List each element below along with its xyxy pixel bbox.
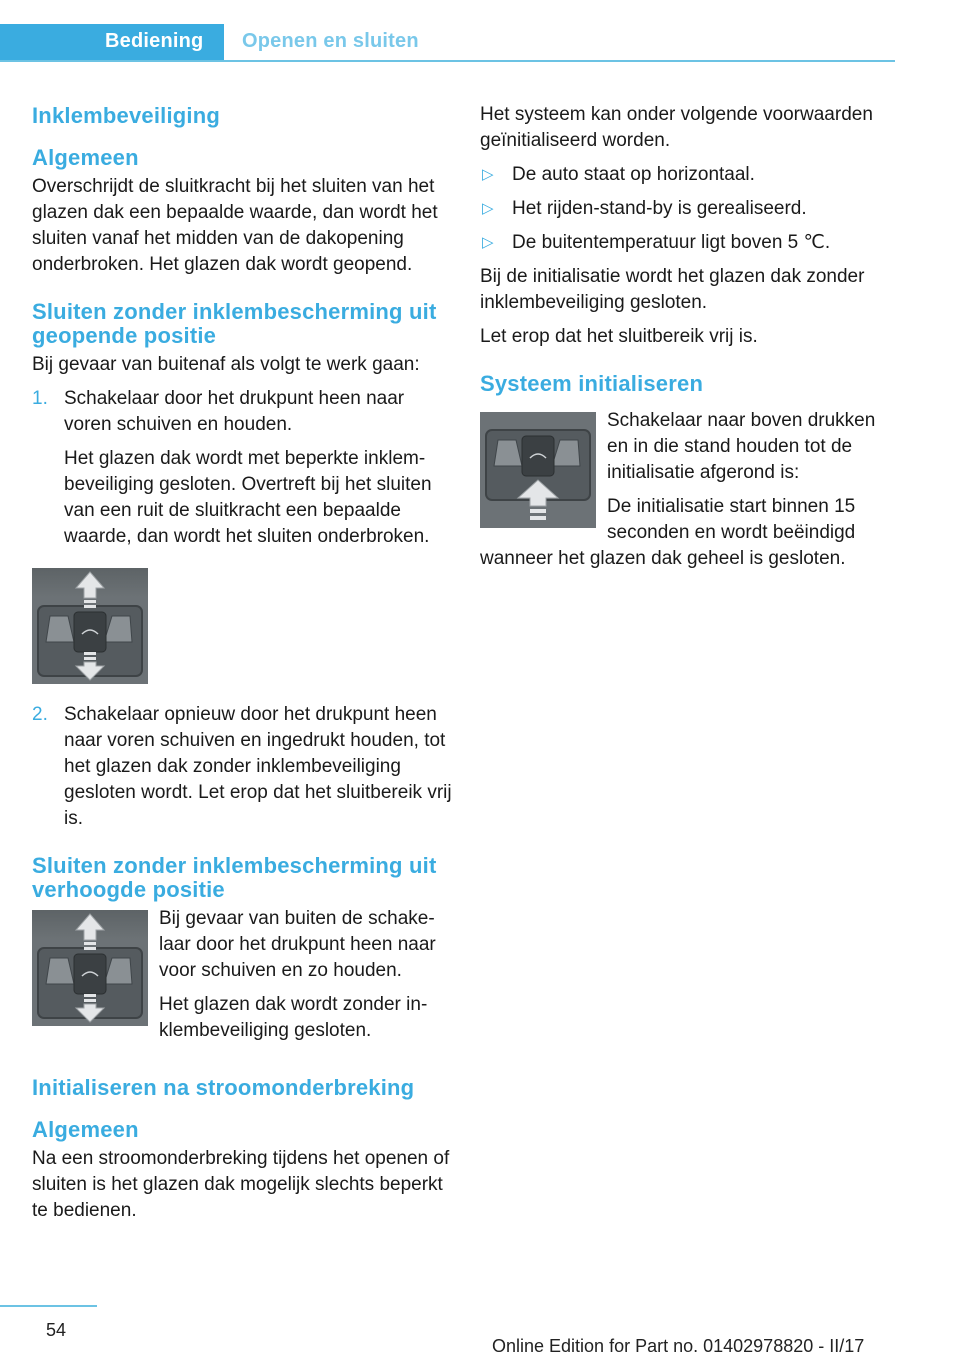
heading-inklembeveiliging: Inklembeveiliging xyxy=(32,103,221,128)
step-continuation: Het glazen dak wordt met beperkte inklembeveiliging gesloten. Overtreft bij het sluiten van een ruit de sluitkracht een bepaalde waarde, dan wordt het sluiten onderbroken. xyxy=(64,448,432,547)
paragraph-verhoogde-2: Het glazen dak wordt zonder inklembeveiliging gesloten. xyxy=(159,994,428,1041)
heading-sluiten-verhoogde-positie: Sluiten zonder inklembescherming uit verhoogde positie xyxy=(32,853,437,902)
paragraph-algemeen: Overschrijdt de sluitkracht bij het sluiten van het glazen dak een bepaalde waarde, dan wordt het sluiten vanaf het midden van de dakopening onderbroken. Het glazen dak wordt geopend. xyxy=(32,176,438,275)
triangle-bullet-icon: ▷ xyxy=(482,166,494,183)
heading-algemeen-2: Algemeen xyxy=(32,1117,139,1142)
step-number: 1. xyxy=(32,388,48,409)
heading-algemeen: Algemeen xyxy=(32,145,139,170)
heading-systeem-initialiseren: Systeem initialiseren xyxy=(480,371,704,396)
right-column xyxy=(480,102,894,580)
footer-rule xyxy=(0,1305,97,1307)
heading-initialiseren: Initialiseren na stroomonderbreking xyxy=(32,1075,415,1100)
paragraph-intro-gevaar: Bij gevaar van buitenaf als volgt te werk gaan: xyxy=(32,354,420,375)
paragraph-voorwaarden: Het systeem kan onder volgende voorwaarden geïnitialiseerd worden. xyxy=(480,104,873,151)
switch-illustration-up xyxy=(480,412,596,528)
step-text: Schakelaar door het drukpunt heen naar voren schuiven en houden. xyxy=(64,388,405,435)
list-item-text: De auto staat op horizontaal. xyxy=(512,164,755,185)
step-2 xyxy=(32,702,452,832)
paragraph-sluitbereik: Let erop dat het sluitbereik vrij is. xyxy=(480,326,758,347)
step-text: Schakelaar opnieuw door het drukpunt heen naar voren schuiven en ingedrukt houden, tot het glazen dak zonder inklembeveiliging gesloten wordt. Let erop dat het sluitbereik vrij is. xyxy=(64,704,452,829)
list-item-text: Het rijden-stand-by is gerealiseerd. xyxy=(512,198,807,219)
triangle-bullet-icon: ▷ xyxy=(482,200,494,217)
triangle-bullet-icon: ▷ xyxy=(482,234,494,251)
figure-text-block xyxy=(32,906,452,1052)
conditions-list xyxy=(480,162,894,256)
paragraph-verhoogde-1: Bij gevaar van buiten de schakelaar door het drukpunt heen naar voor schuiven en zo houden. xyxy=(159,908,436,981)
page-number: 54 xyxy=(46,1320,67,1340)
paragraph-schakelaar-boven: Schakelaar naar boven drukken en in die stand houden tot de initialisatie afgerond is: xyxy=(607,410,876,483)
paragraph-initialisatie: Bij de initialisatie wordt het glazen dak zonder inklembeveiliging gesloten. xyxy=(480,266,865,313)
step-1 xyxy=(32,386,452,550)
edition-note: Online Edition for Part no. 01402978820 - II/17 xyxy=(492,1336,865,1356)
list-item xyxy=(480,196,894,222)
steps-list-2 xyxy=(32,702,452,832)
left-column xyxy=(32,102,452,1232)
list-item-text: De buitentemperatuur ligt boven 5 ℃. xyxy=(512,232,831,253)
section-tab-bediening[interactable]: Bediening xyxy=(0,24,224,62)
switch-illustration-up-down xyxy=(32,910,148,1026)
paragraph-stroomonderbreking: Na een stroomonderbreking tijdens het openen of sluiten is het glazen dak mogelijk slechts beperkt te bedienen. xyxy=(32,1148,450,1221)
switch-illustration-up-down xyxy=(32,568,148,684)
list-item xyxy=(480,162,894,188)
paragraph-initialisatie-start: De initialisatie start binnen 15 seconden en wordt beëindigd wanneer het glazen dak geheel is gesloten. xyxy=(480,496,856,569)
figure-text-block xyxy=(480,408,894,580)
step-number: 2. xyxy=(32,704,48,725)
section-tab-openen-en-sluiten[interactable]: Openen en sluiten xyxy=(242,30,419,52)
heading-sluiten-geopende-positie: Sluiten zonder inklembescherming uit geopende positie xyxy=(32,299,437,348)
steps-list xyxy=(32,386,452,550)
header-rule xyxy=(0,60,895,62)
list-item xyxy=(480,230,894,256)
